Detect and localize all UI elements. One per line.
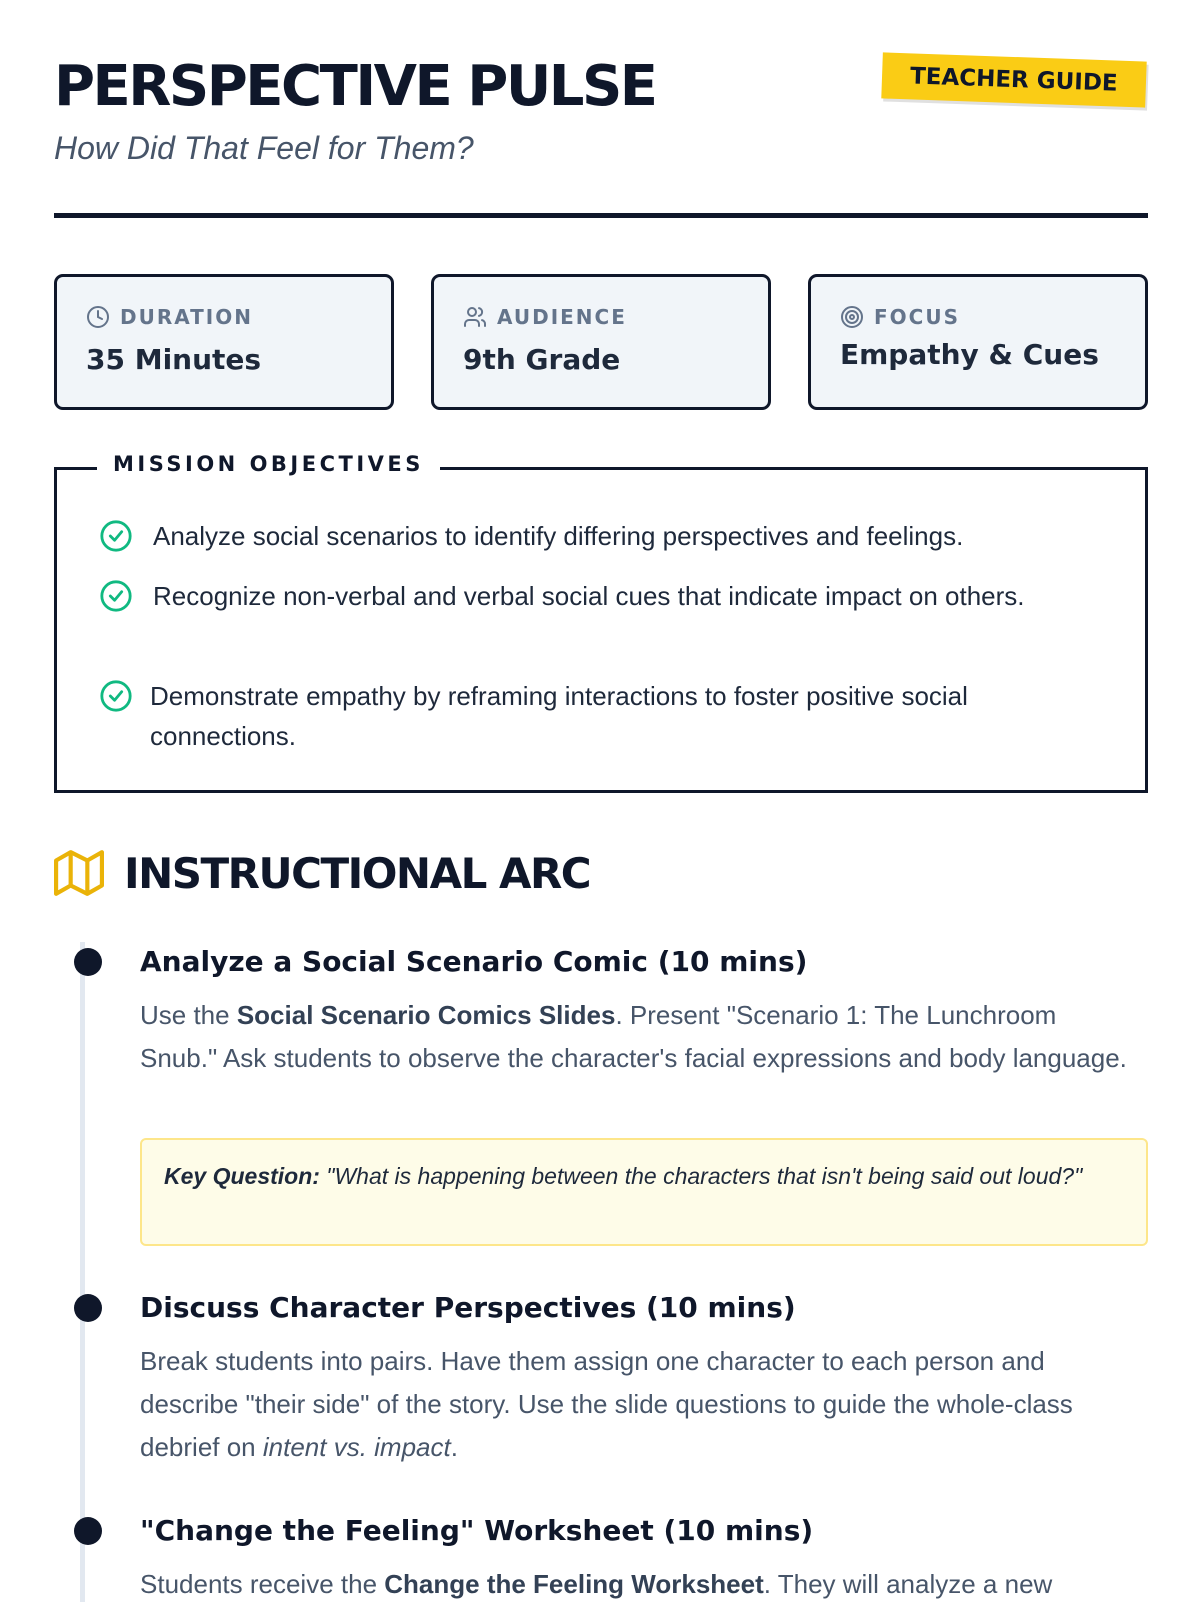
timeline-dot [74,1294,102,1322]
objective-text: Demonstrate empathy by reframing interactions to foster positive social connections. [150,681,968,751]
material-name: Change the Feeling Worksheet [384,1569,764,1599]
objective-text: Recognize non-verbal and verbal social cues that indicate impact on others. [153,581,1025,611]
objective-item [99,516,1059,556]
instructional-arc-heading: INSTRUCTIONAL ARC [124,848,591,898]
duration-label: DURATION [120,305,253,329]
check-circle-icon [99,679,133,713]
instructional-arc-header [54,848,590,898]
focus-label: FOCUS [874,305,960,329]
step-body [140,1340,1140,1469]
step-body [140,994,1140,1080]
objective-item [99,576,1059,616]
timeline-dot [74,948,102,976]
material-name: Social Scenario Comics Slides [236,1000,616,1030]
page-subtitle: How Did That Feel for Them? [54,130,474,166]
key-question-label: Key Question: [164,1163,320,1189]
objective-item [99,676,1059,756]
users-icon [463,305,487,329]
audience-label: AUDIENCE [497,305,627,329]
page-title: PERSPECTIVE PULSE [54,54,656,119]
step-title: Analyze a Social Scenario Comic (10 mins) [140,945,808,978]
check-circle-icon [99,519,133,553]
teacher-guide-badge: TEACHER GUIDE [882,52,1147,107]
timeline-line [80,942,85,1602]
focus-card [808,274,1148,410]
step-body-text: Use the [140,1000,237,1030]
step-body-text: . They will analyze a new [763,1569,1053,1599]
audience-value: 9th Grade [463,343,621,376]
step-body-text: . Present "Scenario 1: The Lunchroom Snub." Ask students to observe the character's facial expressions and body language. [140,1000,1127,1073]
focus-value: Empathy & Cues [840,338,1099,371]
step-body-text: Break students into pairs. Have them assign one character to each person and describe "their side" of the story. Use the slide questions to guide the whole-class debrief on [140,1346,1073,1462]
key-question-callout [140,1138,1148,1246]
duration-card [54,274,394,410]
key-question-text: "What is happening between the characters that isn't being said out loud?" [319,1163,1083,1189]
step-title: "Change the Feeling" Worksheet (10 mins) [140,1514,814,1547]
header-divider [54,213,1148,218]
map-icon [54,848,104,898]
mission-objectives-box [54,452,1148,793]
timeline-dot [74,1517,102,1545]
target-icon [840,305,864,329]
step-body-text: . [450,1432,458,1462]
check-circle-icon [99,579,133,613]
objective-text: Analyze social scenarios to identify differing perspectives and feelings. [153,521,964,551]
step-body-text: Students receive the [140,1569,385,1599]
audience-card [431,274,771,410]
duration-value: 35 Minutes [86,343,262,376]
objectives-heading: MISSION OBJECTIVES [97,452,440,476]
step-title: Discuss Character Perspectives (10 mins) [140,1291,796,1324]
emphasis-text: intent vs. impact [262,1432,451,1462]
clock-icon [86,305,110,329]
